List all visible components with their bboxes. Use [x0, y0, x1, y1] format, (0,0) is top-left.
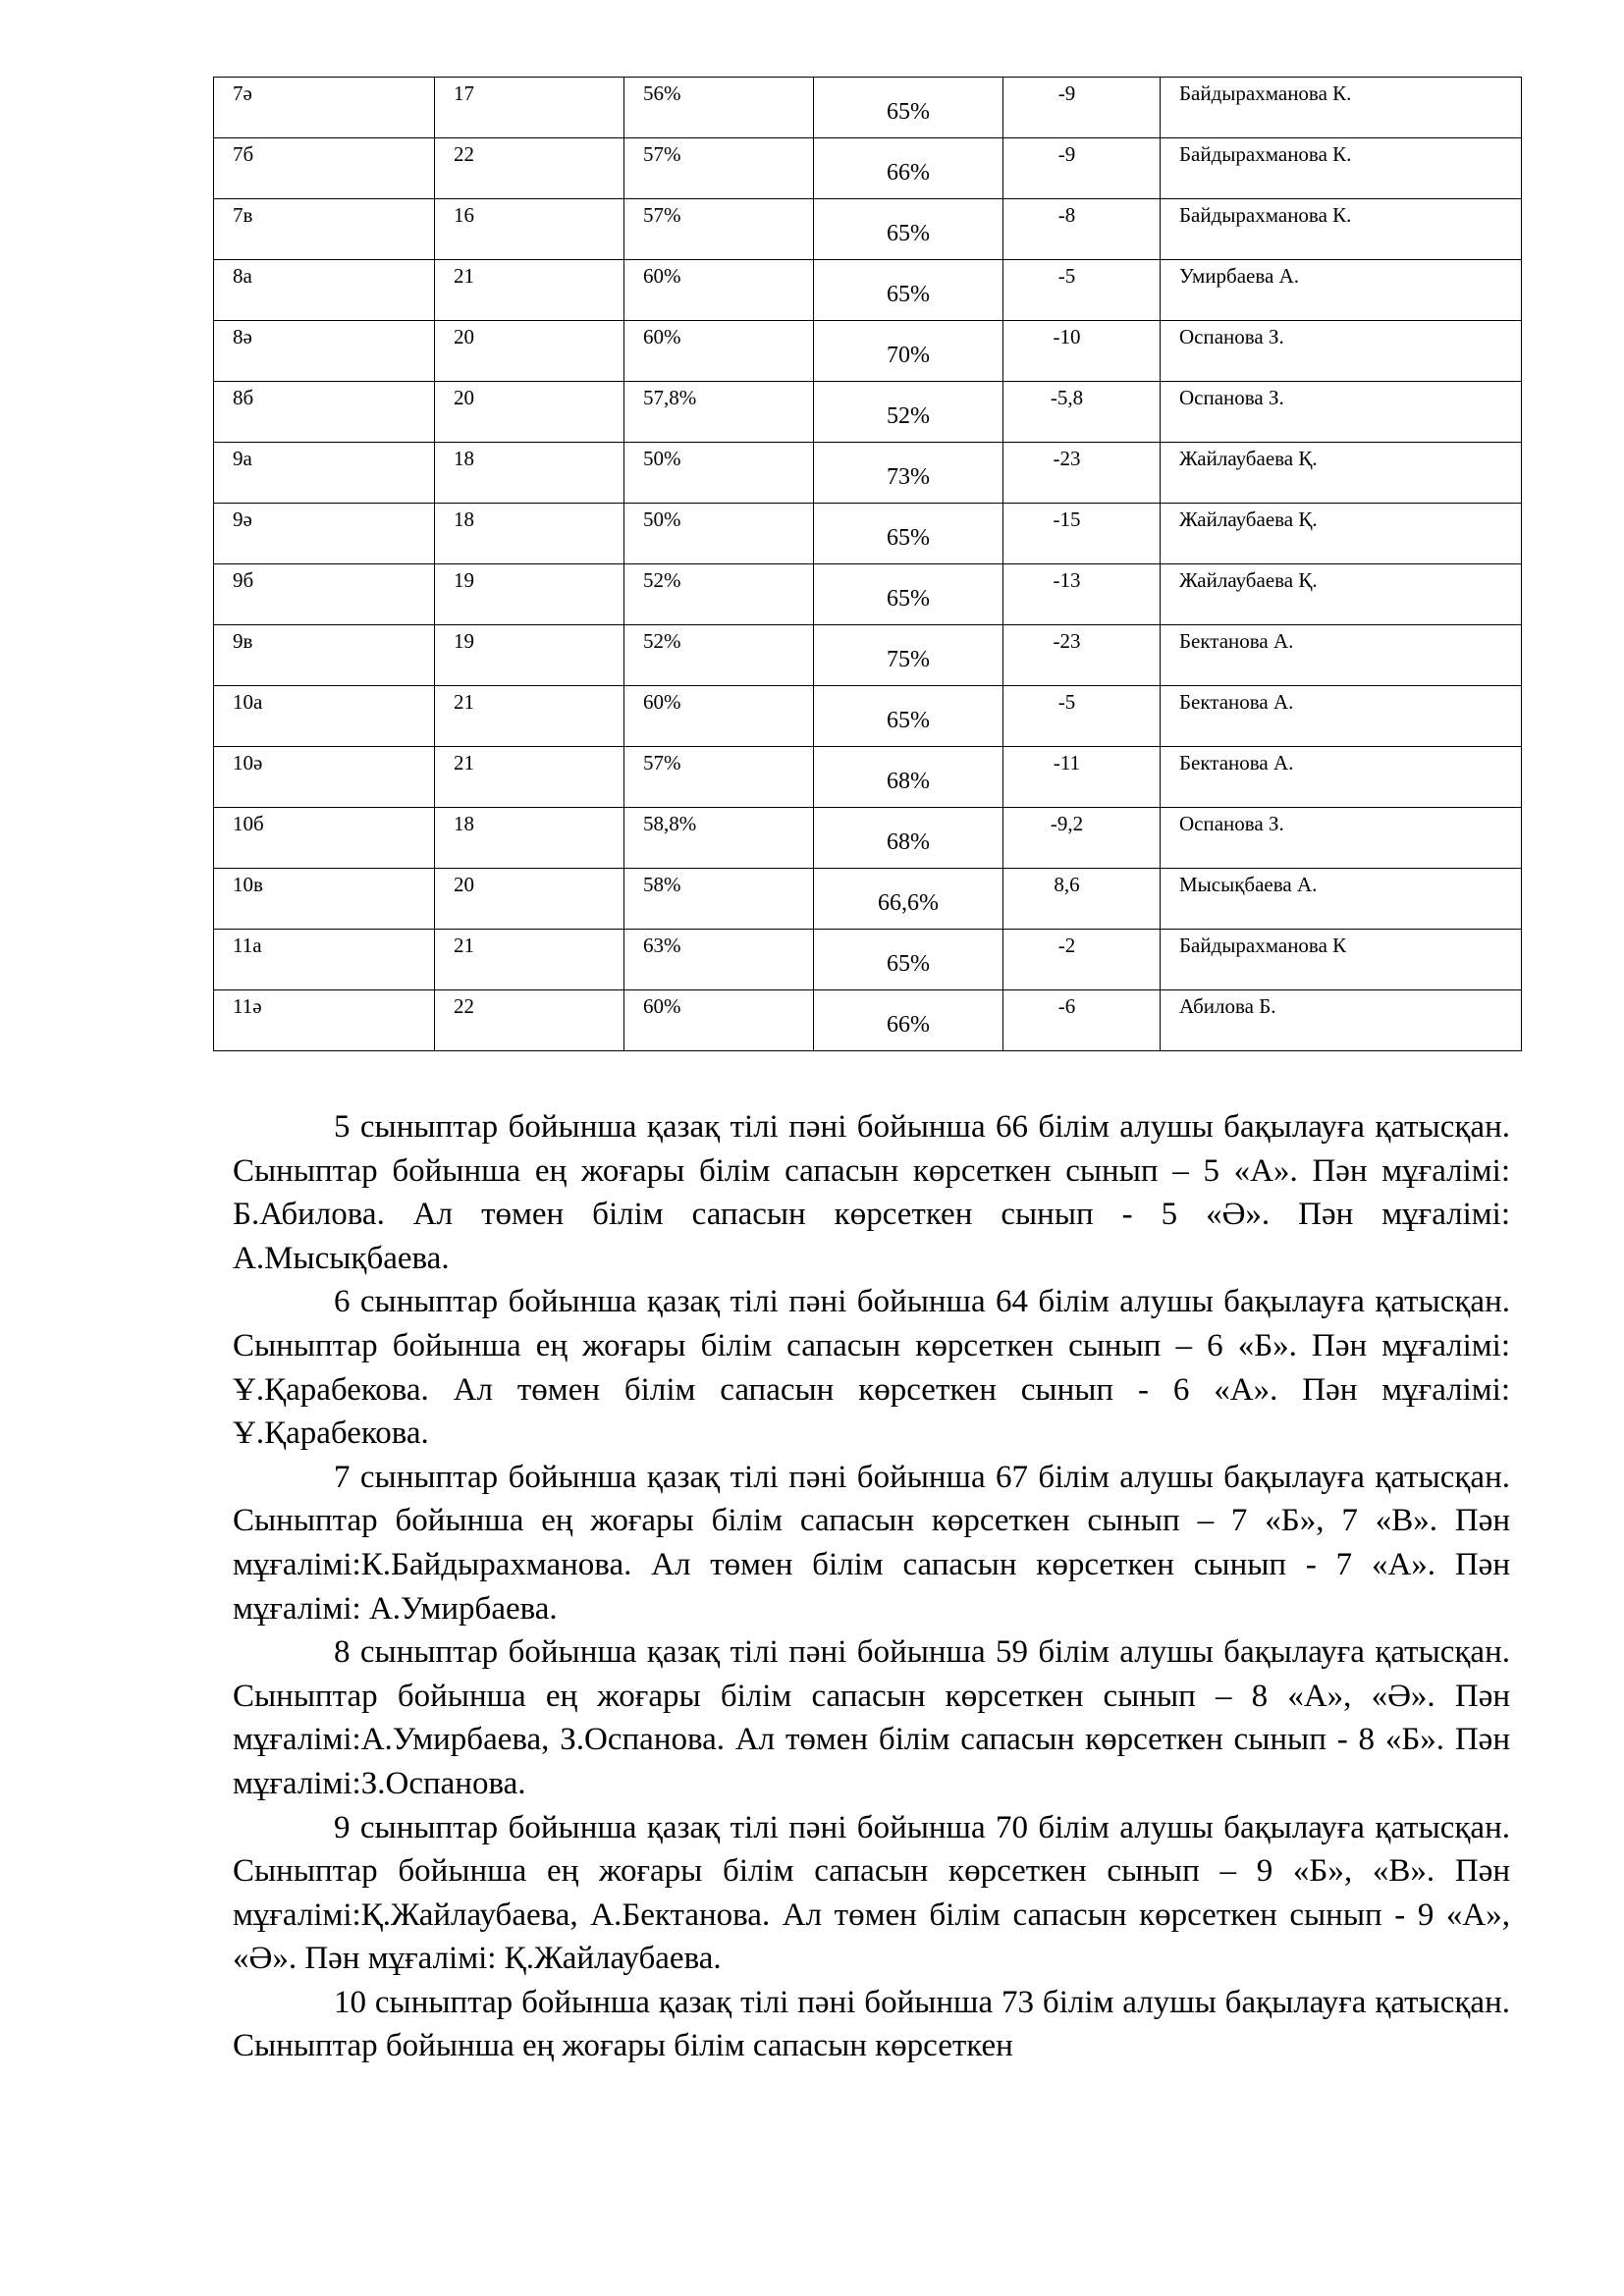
count-cell: 19	[435, 564, 624, 625]
teacher-cell: Байдырахманова К.	[1161, 78, 1522, 138]
paragraph-grade-5: 5 сыныптар бойынша қазақ тілі пәні бойынша 66 білім алушы бақылауға қатысқан. Сыныптар бойынша ең жоғары білім сапасын көрсеткен сынып – 5 «А». Пән мұғалімі: Б.Абилова. Ал төмен білім сапасын көрсеткен сынып - 5 «Ә». Пән мұғалімі: А.Мысықбаева.	[233, 1109, 1510, 1276]
paragraph-grade-9: 9 сыныптар бойынша қазақ тілі пәні бойынша 70 білім алушы бақылауға қатысқан. Сыныптар бойынша ең жоғары білім сапасын көрсеткен сынып – 9 «Б», «В». Пән мұғалімі:Қ.Жайлаубаева, А.Бектанова. Ал төмен білім сапасын көрсеткен сынып - 9 «А», «Ә». Пән мұғалімі: Қ.Жайлаубаева.	[233, 1809, 1510, 1977]
diff-cell: -6	[1003, 990, 1161, 1051]
table-row	[214, 869, 1522, 930]
diff-cell: -23	[1003, 443, 1161, 504]
class-cell: 10б	[214, 808, 435, 869]
quality2-cell: 52%	[814, 382, 1003, 443]
class-cell: 11а	[214, 930, 435, 990]
quality2-cell: 70%	[814, 321, 1003, 382]
quality1-cell: 50%	[624, 504, 814, 564]
quality1-cell: 60%	[624, 686, 814, 747]
count-cell: 21	[435, 930, 624, 990]
quality2-cell: 68%	[814, 747, 1003, 808]
quality1-cell: 58,8%	[624, 808, 814, 869]
paragraph-grade-6: 6 сыныптар бойынша қазақ тілі пәні бойынша 64 білім алушы бақылауға қатысқан. Сыныптар бойынша ең жоғары білім сапасын көрсеткен сынып – 6 «Б». Пән мұғалімі: Ұ.Қарабекова. Ал төмен білім сапасын көрсеткен сынып - 6 «А». Пән мұғалімі: Ұ.Қарабекова.	[233, 1284, 1510, 1452]
table-row	[214, 686, 1522, 747]
count-cell: 21	[435, 686, 624, 747]
teacher-cell: Жайлаубаева Қ.	[1161, 504, 1522, 564]
table-row	[214, 990, 1522, 1051]
count-cell: 18	[435, 808, 624, 869]
quality2-cell: 65%	[814, 260, 1003, 321]
diff-cell: -10	[1003, 321, 1161, 382]
table-row	[214, 930, 1522, 990]
diff-cell: -2	[1003, 930, 1161, 990]
table-row	[214, 321, 1522, 382]
teacher-cell: Мысықбаева А.	[1161, 869, 1522, 930]
teacher-cell: Оспанова З.	[1161, 808, 1522, 869]
teacher-cell: Оспанова З.	[1161, 382, 1522, 443]
class-cell: 10ә	[214, 747, 435, 808]
count-cell: 20	[435, 321, 624, 382]
diff-cell: -5	[1003, 686, 1161, 747]
quality1-cell: 60%	[624, 321, 814, 382]
table-row	[214, 747, 1522, 808]
quality2-cell: 66%	[814, 990, 1003, 1051]
count-cell: 16	[435, 199, 624, 260]
teacher-cell: Умирбаева А.	[1161, 260, 1522, 321]
table-row	[214, 199, 1522, 260]
quality1-cell: 52%	[624, 564, 814, 625]
class-cell: 7в	[214, 199, 435, 260]
class-cell: 8б	[214, 382, 435, 443]
class-cell: 8ә	[214, 321, 435, 382]
count-cell: 19	[435, 625, 624, 686]
quality2-cell: 68%	[814, 808, 1003, 869]
class-cell: 9ә	[214, 504, 435, 564]
table-row	[214, 504, 1522, 564]
quality2-cell: 73%	[814, 443, 1003, 504]
table-row	[214, 138, 1522, 199]
count-cell: 21	[435, 260, 624, 321]
diff-cell: 8,6	[1003, 869, 1161, 930]
quality2-cell: 66,6%	[814, 869, 1003, 930]
teacher-cell: Байдырахманова К	[1161, 930, 1522, 990]
quality1-cell: 60%	[624, 990, 814, 1051]
analysis-text	[233, 1105, 1510, 2068]
results-table	[213, 77, 1522, 1051]
teacher-cell: Байдырахманова К.	[1161, 199, 1522, 260]
paragraph-grade-10: 10 сыныптар бойынша қазақ тілі пәні бойынша 73 білім алушы бақылауға қатысқан. Сыныптар бойынша ең жоғары білім сапасын көрсеткен	[233, 1984, 1510, 2064]
quality2-cell: 65%	[814, 686, 1003, 747]
quality2-cell: 65%	[814, 199, 1003, 260]
class-cell: 7ә	[214, 78, 435, 138]
teacher-cell: Байдырахманова К.	[1161, 138, 1522, 199]
class-cell: 11ә	[214, 990, 435, 1051]
table-row	[214, 564, 1522, 625]
table-row	[214, 78, 1522, 138]
class-cell: 9в	[214, 625, 435, 686]
teacher-cell: Жайлаубаева Қ.	[1161, 564, 1522, 625]
teacher-cell: Бектанова А.	[1161, 686, 1522, 747]
teacher-cell: Бектанова А.	[1161, 747, 1522, 808]
table-row	[214, 443, 1522, 504]
teacher-cell: Жайлаубаева Қ.	[1161, 443, 1522, 504]
diff-cell: -11	[1003, 747, 1161, 808]
paragraph-grade-8: 8 сыныптар бойынша қазақ тілі пәні бойынша 59 білім алушы бақылауға қатысқан. Сыныптар бойынша ең жоғары білім сапасын көрсеткен сынып – 8 «А», «Ә». Пән мұғалімі:А.Умирбаева, З.Оспанова. Ал төмен білім сапасын көрсеткен сынып - 8 «Б». Пән мұғалімі:З.Оспанова.	[233, 1634, 1510, 1801]
diff-cell: -8	[1003, 199, 1161, 260]
count-cell: 17	[435, 78, 624, 138]
quality2-cell: 66%	[814, 138, 1003, 199]
class-cell: 10а	[214, 686, 435, 747]
class-cell: 10в	[214, 869, 435, 930]
diff-cell: -13	[1003, 564, 1161, 625]
diff-cell: -5	[1003, 260, 1161, 321]
teacher-cell: Оспанова З.	[1161, 321, 1522, 382]
quality1-cell: 52%	[624, 625, 814, 686]
quality1-cell: 57,8%	[624, 382, 814, 443]
class-cell: 8а	[214, 260, 435, 321]
count-cell: 21	[435, 747, 624, 808]
diff-cell: -9	[1003, 78, 1161, 138]
class-cell: 9а	[214, 443, 435, 504]
quality2-cell: 65%	[814, 504, 1003, 564]
diff-cell: -23	[1003, 625, 1161, 686]
table-row	[214, 808, 1522, 869]
teacher-cell: Абилова Б.	[1161, 990, 1522, 1051]
quality2-cell: 65%	[814, 78, 1003, 138]
quality2-cell: 65%	[814, 564, 1003, 625]
count-cell: 20	[435, 869, 624, 930]
quality1-cell: 57%	[624, 138, 814, 199]
class-cell: 9б	[214, 564, 435, 625]
results-table-body	[214, 78, 1522, 1051]
paragraph-grade-7: 7 сыныптар бойынша қазақ тілі пәні бойынша 67 білім алушы бақылауға қатысқан. Сыныптар бойынша ең жоғары білім сапасын көрсеткен сынып – 7 «Б», 7 «В». Пән мұғалімі:К.Байдырахманова. Ал төмен білім сапасын көрсеткен сынып - 7 «А». Пән мұғалімі: А.Умирбаева.	[233, 1459, 1510, 1627]
count-cell: 22	[435, 138, 624, 199]
diff-cell: -9,2	[1003, 808, 1161, 869]
quality1-cell: 57%	[624, 199, 814, 260]
quality2-cell: 65%	[814, 930, 1003, 990]
table-row	[214, 382, 1522, 443]
quality2-cell: 75%	[814, 625, 1003, 686]
quality1-cell: 50%	[624, 443, 814, 504]
quality1-cell: 56%	[624, 78, 814, 138]
diff-cell: -5,8	[1003, 382, 1161, 443]
teacher-cell: Бектанова А.	[1161, 625, 1522, 686]
count-cell: 22	[435, 990, 624, 1051]
diff-cell: -15	[1003, 504, 1161, 564]
quality1-cell: 63%	[624, 930, 814, 990]
count-cell: 18	[435, 504, 624, 564]
class-cell: 7б	[214, 138, 435, 199]
table-row	[214, 260, 1522, 321]
quality1-cell: 57%	[624, 747, 814, 808]
diff-cell: -9	[1003, 138, 1161, 199]
quality1-cell: 58%	[624, 869, 814, 930]
count-cell: 18	[435, 443, 624, 504]
quality1-cell: 60%	[624, 260, 814, 321]
table-row	[214, 625, 1522, 686]
count-cell: 20	[435, 382, 624, 443]
